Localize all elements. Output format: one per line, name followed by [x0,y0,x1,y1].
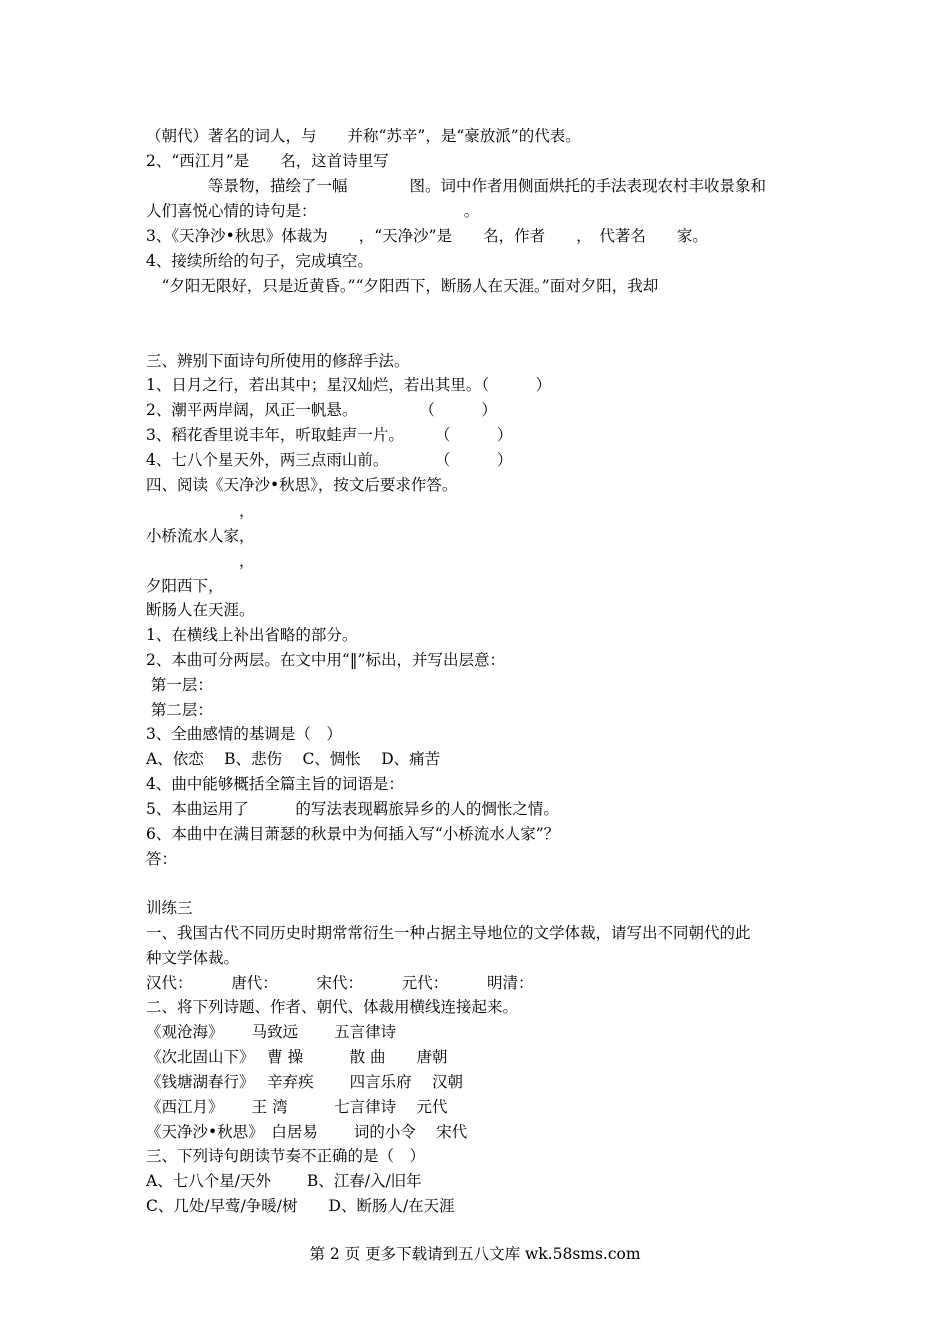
text-line: 4、曲中能够概括全篇主旨的词语是： [146,775,404,793]
text-line: 《天净沙•秋思》 白居易 词的小令 宋代 [146,1123,468,1141]
poem-line: ， [146,552,255,570]
text-line: 二、将下列诗题、作者、朝代、体裁用横线连接起来。 [146,998,519,1016]
text-line: C、几处/早莺/争暖/树 D、断肠人/在天涯 [146,1197,455,1215]
text-line: A、七八个星/天外 B、江春/入/旧年 [146,1172,422,1190]
text-line: 2、“西江月”是 名，这首诗里写 [146,152,389,170]
text-line: 3、稻花香里说丰年，听取蛙声一片。 （ ） [146,426,513,444]
text-line: 4、七八个星天外，两三点雨山前。 （ ） [146,451,513,469]
text-line: 《次北固山下》 曹 操 散 曲 唐朝 [146,1048,448,1066]
text-line: 种文学体裁。 [146,949,240,967]
section-heading: 训练三 [146,899,193,917]
text-line: 三、下列诗句朗读节奏不正确的是（ ） [146,1147,426,1165]
text-line: 汉代： 唐代： 宋代： 元代： 明清： [146,974,534,992]
poem-line: 断肠人在天涯。 [146,601,255,619]
poem-line: 小桥流水人家， [146,527,255,545]
text-line: 2、本曲可分两层。在文中用“‖”标出，并写出层意： [146,651,505,669]
text-line: 《观沧海》 马致远 五言律诗 [146,1023,397,1041]
text-line: 第二层： [146,701,213,719]
text-line: 1、在横线上补出省略的部分。 [146,626,358,644]
poem-line: ， [146,502,255,520]
poem-line: 夕阳西下， [146,577,224,595]
text-line: 5、本曲运用了 的写法表现羁旅异乡的人的惆怅之情。 [146,800,559,818]
text-line: 3、《天净沙•秋思》体裁为 ，“天净沙”是 名，作者 ， 代著名 家。 [146,227,708,245]
text-line: 《钱塘湖春行》 辛弃疾 四言乐府 汉朝 [146,1073,464,1091]
section-heading: 三、辨别下面诗句所使用的修辞手法。 [146,352,410,370]
text-line: 人们喜悦心情的诗句是： 。 [146,202,480,220]
text-line: 1、日月之行，若出其中；星汉灿烂，若出其里。（ ） [146,376,552,394]
text-line: “夕阳无限好，只是近黄昏。”“夕阳西下，断肠人在天涯。”面对夕阳，我却 [146,277,659,295]
text-line: （朝代）著名的词人，与 并称“苏辛”，是“豪放派”的代表。 [146,127,581,145]
text-line: 第一层： [146,676,213,694]
text-line: 3、全曲感情的基调是（ ） [146,725,342,743]
text-line: 《西江月》 王 湾 七言律诗 元代 [146,1098,448,1116]
text-line: 等景物，描绘了一幅 图。词中作者用侧面烘托的手法表现农村丰收景象和 [146,177,767,195]
text-line: 答： [146,850,178,868]
section-heading: 四、阅读《天净沙•秋思》，按文后要求作答。 [146,476,458,494]
text-line: 4、接续所给的句子，完成填空。 [146,252,373,270]
text-line: 一、我国古代不同历史时期常常衍生一种占据主导地位的文学体裁，请写出不同朝代的此 [146,924,751,942]
page-footer: 第 2 页 更多下载请到五八文库 wk.58sms.com [309,1245,641,1263]
text-line: 2、潮平两岸阔，风正一帆悬。 （ ） [146,401,497,419]
text-line: A、依恋 B、悲伤 C、惆怅 D、痛苦 [146,750,441,768]
text-line: 6、本曲中在满目萧瑟的秋景中为何插入写“小桥流水人家”？ [146,825,560,843]
